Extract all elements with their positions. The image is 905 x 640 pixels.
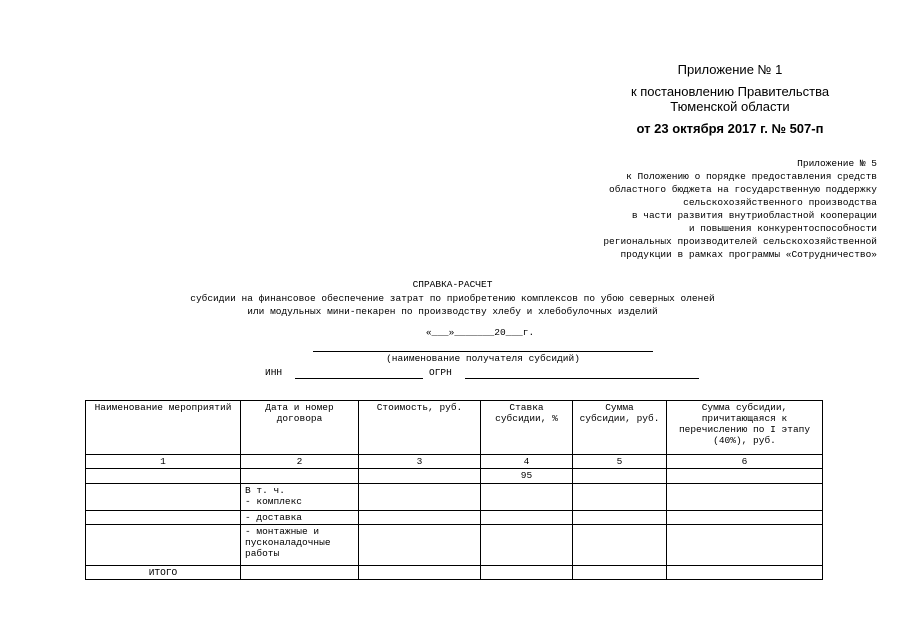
rate-cell: 95 bbox=[481, 469, 573, 484]
header-cell: Сумма субсидии, причитающаяся к перечислению по I этапу (40%), руб. bbox=[667, 401, 823, 455]
annex-line: областного бюджета на государственную поддержку bbox=[609, 184, 877, 195]
table-row bbox=[86, 469, 823, 484]
table-cell bbox=[481, 566, 573, 580]
table-cell bbox=[86, 525, 241, 566]
table-cell bbox=[667, 511, 823, 525]
table-cell bbox=[86, 484, 241, 511]
table-cell bbox=[573, 484, 667, 511]
table-cell bbox=[241, 469, 359, 484]
table-cell bbox=[667, 469, 823, 484]
ogrn-underline bbox=[465, 378, 699, 379]
column-number: 4 bbox=[481, 455, 573, 469]
table-cell bbox=[667, 525, 823, 566]
table-cell bbox=[481, 525, 573, 566]
appendix-date: от 23 октября 2017 г. № 507-п bbox=[636, 121, 824, 136]
annex-line: региональных производителей сельскохозяйственной bbox=[603, 236, 877, 247]
table-cell bbox=[359, 566, 481, 580]
table-cell bbox=[667, 566, 823, 580]
table-cell bbox=[481, 484, 573, 511]
appendix-region: Тюменской области bbox=[670, 99, 790, 114]
table-row bbox=[86, 511, 823, 525]
column-number: 2 bbox=[241, 455, 359, 469]
table-cell bbox=[573, 469, 667, 484]
header-cell: Сумма субсидии, руб. bbox=[573, 401, 667, 455]
table-number-row bbox=[86, 455, 823, 469]
table-total-row bbox=[86, 566, 823, 580]
annex-line: и повышения конкурентоспособности bbox=[688, 223, 877, 234]
inn-underline bbox=[295, 378, 423, 379]
table-cell bbox=[481, 511, 573, 525]
annex-line: в части развития внутриобластной кооперации bbox=[631, 210, 877, 221]
item-label: - комплекс bbox=[245, 496, 303, 507]
item-label: В т. ч. bbox=[245, 485, 285, 496]
table-cell bbox=[86, 511, 241, 525]
table-cell bbox=[359, 511, 481, 525]
table-cell bbox=[573, 566, 667, 580]
total-label: ИТОГО bbox=[86, 566, 241, 580]
header-cell: Стоимость, руб. bbox=[359, 401, 481, 455]
item-cell bbox=[241, 484, 359, 511]
inn-label: ИНН bbox=[265, 367, 283, 378]
column-number: 5 bbox=[573, 455, 667, 469]
header-cell: Дата и номер договора bbox=[241, 401, 359, 455]
table-cell bbox=[573, 525, 667, 566]
document-subtitle-2: или модульных мини-пекарен по производству хлебу и хлебобулочных изделий bbox=[247, 306, 658, 317]
table-cell bbox=[359, 469, 481, 484]
table-cell bbox=[241, 566, 359, 580]
item-label: - монтажные и пусконаладочные работы bbox=[241, 525, 359, 566]
appendix-resolution: к постановлению Правительства bbox=[630, 84, 830, 99]
document-date: «___»_______20___г. bbox=[425, 327, 535, 338]
annex-line: к Положению о порядке предоставления средств bbox=[626, 171, 877, 182]
item-label: - доставка bbox=[241, 511, 359, 525]
header-cell: Ставка субсидии, % bbox=[481, 401, 573, 455]
table-cell bbox=[573, 511, 667, 525]
annex-line: продукции в рамках программы «Сотрудничество» bbox=[620, 249, 877, 260]
column-number: 6 bbox=[667, 455, 823, 469]
appendix-number: Приложение № 1 bbox=[677, 62, 783, 77]
column-number: 1 bbox=[86, 455, 241, 469]
table-header-row bbox=[86, 401, 823, 455]
calculation-table bbox=[85, 400, 823, 580]
table-row bbox=[86, 484, 823, 511]
column-number: 3 bbox=[359, 455, 481, 469]
annex-line: сельскохозяйственного производства bbox=[683, 197, 877, 208]
annex-block bbox=[457, 157, 877, 261]
table-cell bbox=[359, 484, 481, 511]
ogrn-label: ОГРН bbox=[429, 367, 452, 378]
table-row bbox=[86, 525, 823, 566]
table-cell bbox=[359, 525, 481, 566]
table-cell bbox=[86, 469, 241, 484]
annex-line: Приложение № 5 bbox=[797, 158, 877, 169]
recipient-label: (наименование получателя субсидий) bbox=[386, 353, 580, 364]
table-cell bbox=[667, 484, 823, 511]
document-subtitle-1: субсидии на финансовое обеспечение затрат по приобретению комплексов по убою северных оленей bbox=[190, 293, 715, 304]
header-cell: Наименование мероприятий bbox=[86, 401, 241, 455]
document-title: СПРАВКА-РАСЧЕТ bbox=[412, 279, 493, 290]
